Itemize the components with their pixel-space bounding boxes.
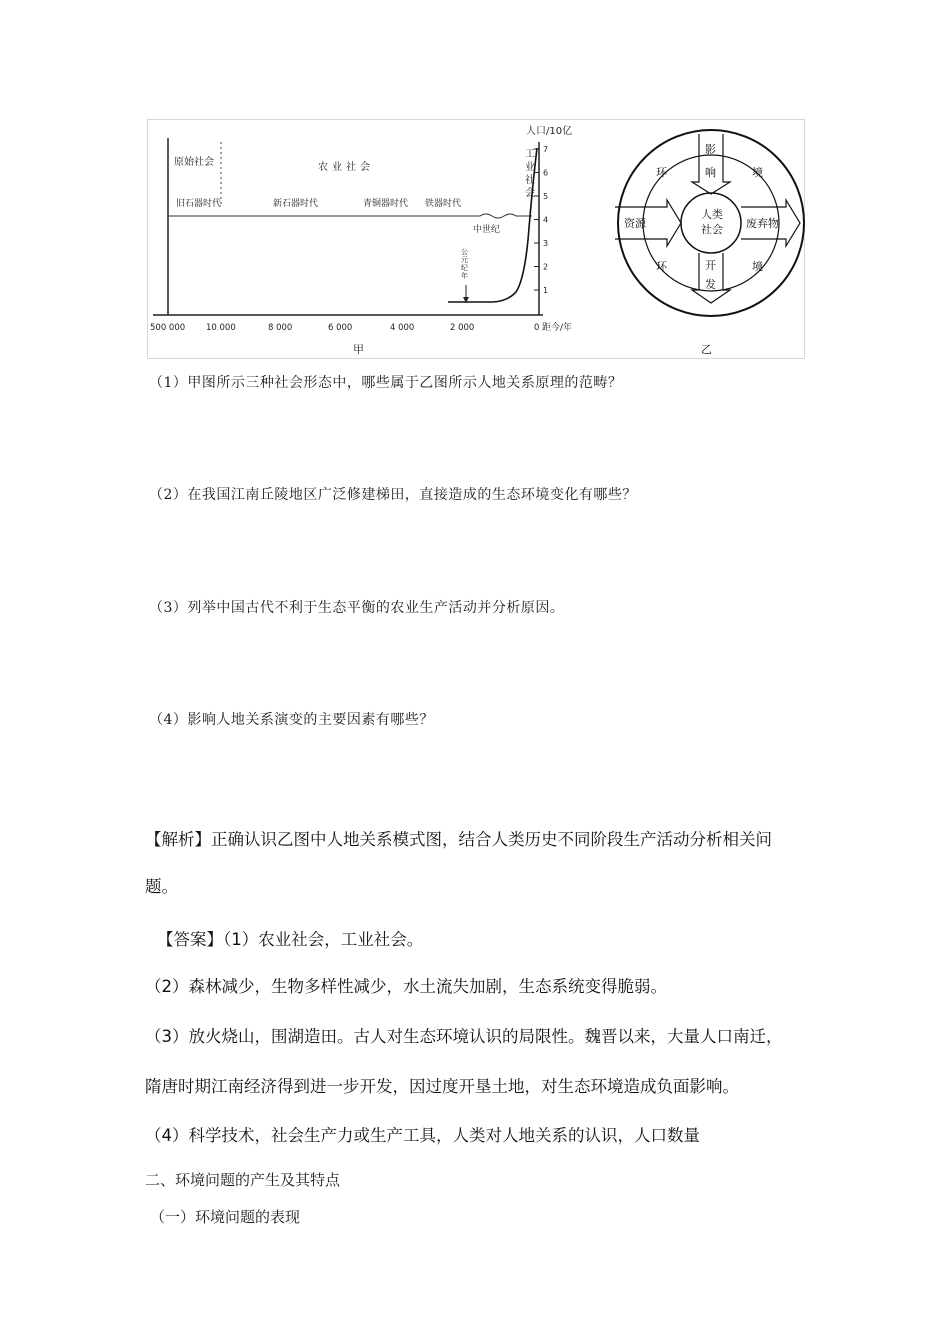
develop-label-1: 开 (705, 259, 716, 272)
diagram-yi-caption: 乙 (701, 343, 712, 356)
analysis-text: 正确认识乙图中人地关系模式图，结合人类历史不同阶段生产活动分析相关问 (211, 830, 772, 849)
y-tick-label: 2 (543, 262, 549, 272)
period-paleolithic: 旧石器时代 (176, 199, 222, 209)
svg-text:业: 业 (525, 162, 535, 173)
period-timeline (168, 214, 532, 218)
period-medieval: 中世纪 (473, 225, 501, 235)
period-neolithic: 新石器时代 (273, 199, 319, 209)
ad-marker-label (461, 248, 468, 280)
analysis-line-1 (145, 826, 772, 850)
svg-text:工: 工 (525, 149, 535, 160)
waste-label: 废弃物 (746, 217, 779, 230)
chart-jia-caption: 甲 (353, 343, 364, 356)
answer-3-line-1: （3）放火烧山，围湖造田。古人对生态环境认识的局限性。魏晋以来，大量人口南迁， (145, 1027, 783, 1046)
svg-text:社: 社 (525, 175, 535, 186)
answer-1: （1）农业社会，工业社会。 (223, 930, 424, 949)
svg-text:纪: 纪 (461, 264, 468, 272)
x-ticks (150, 323, 539, 333)
population-chart (150, 124, 572, 356)
svg-text:会: 会 (525, 188, 535, 199)
y-tick-label: 1 (543, 286, 549, 295)
x-tick-label: 0 (534, 323, 540, 333)
ring-label-br: 境 (752, 260, 763, 273)
human-environment-diagram (615, 130, 804, 356)
svg-text:年: 年 (461, 272, 468, 280)
y-ticks (534, 145, 548, 295)
question-1: （1）甲图所示三种社会形态中，哪些属于乙图所示人地关系原理的范畴？ (149, 375, 623, 391)
y-tick-label: 5 (543, 192, 549, 201)
y-tick-label: 7 (543, 145, 549, 154)
era-primitive-label: 原始社会 (174, 157, 214, 168)
question-3: （3）列举中国古代不利于生态平衡的农业生产活动并分析原因。 (149, 600, 565, 616)
influence-label-1: 影 (705, 143, 716, 156)
develop-label-2: 发 (705, 278, 716, 291)
center-label-line1: 人类 (701, 208, 723, 221)
x-tick-label: 2 000 (450, 323, 475, 333)
x-tick-label: 4 000 (390, 323, 415, 333)
center-label-line2: 社会 (701, 223, 723, 236)
influence-label-2: 响 (705, 166, 716, 179)
answer-2: （2）森林减少，生物多样性减少，水土流失加剧，生态系统变得脆弱。 (145, 977, 667, 996)
ring-label-tr: 境 (752, 166, 763, 179)
x-tick-label: 10 000 (206, 323, 236, 333)
period-bronze: 青铜器时代 (363, 199, 409, 209)
answer-line-1 (157, 926, 423, 950)
answer-3-line-2: 隋唐时期江南经济得到进一步开发，因过度开垦土地，对生态环境造成负面影响。 (145, 1077, 739, 1096)
y-tick-label: 3 (543, 239, 549, 248)
analysis-line-2: 题。 (145, 877, 178, 896)
section-subheading: （一）环境问题的表现 (150, 1208, 301, 1226)
question-4: （4）影响人地关系演变的主要因素有哪些？ (149, 712, 434, 728)
y-axis-label: 人口/10亿 (526, 126, 573, 137)
figure-panel (147, 119, 805, 359)
resource-label: 资源 (624, 217, 646, 230)
question-2: （2）在我国江南丘陵地区广泛修建梯田，直接造成的生态环境变化有哪些？ (149, 487, 637, 503)
x-tick-label: 8 000 (268, 323, 293, 333)
y-tick-label: 6 (543, 168, 549, 178)
x-tick-label: 6 000 (328, 323, 353, 333)
period-iron: 铁器时代 (425, 199, 462, 209)
section-heading: 二、环境问题的产生及其特点 (145, 1171, 341, 1189)
answer-tag: 【答案】 (157, 930, 223, 949)
analysis-tag: 【解析】 (145, 830, 211, 849)
ring-label-tl: 环 (656, 166, 667, 179)
era-agricultural-label: 农业社会 (318, 162, 374, 173)
ring-label-bl: 环 (656, 260, 667, 273)
svg-text:元: 元 (461, 256, 468, 264)
y-tick-label: 4 (543, 215, 549, 225)
x-axis-unit: 距今/年 (542, 323, 573, 333)
answer-4: （4）科学技术，社会生产力或生产工具，人类对人地关系的认识，人口数量 (145, 1126, 700, 1145)
svg-text:公: 公 (461, 248, 468, 256)
x-tick-label: 500 000 (150, 323, 186, 333)
figure-svg (148, 120, 806, 360)
